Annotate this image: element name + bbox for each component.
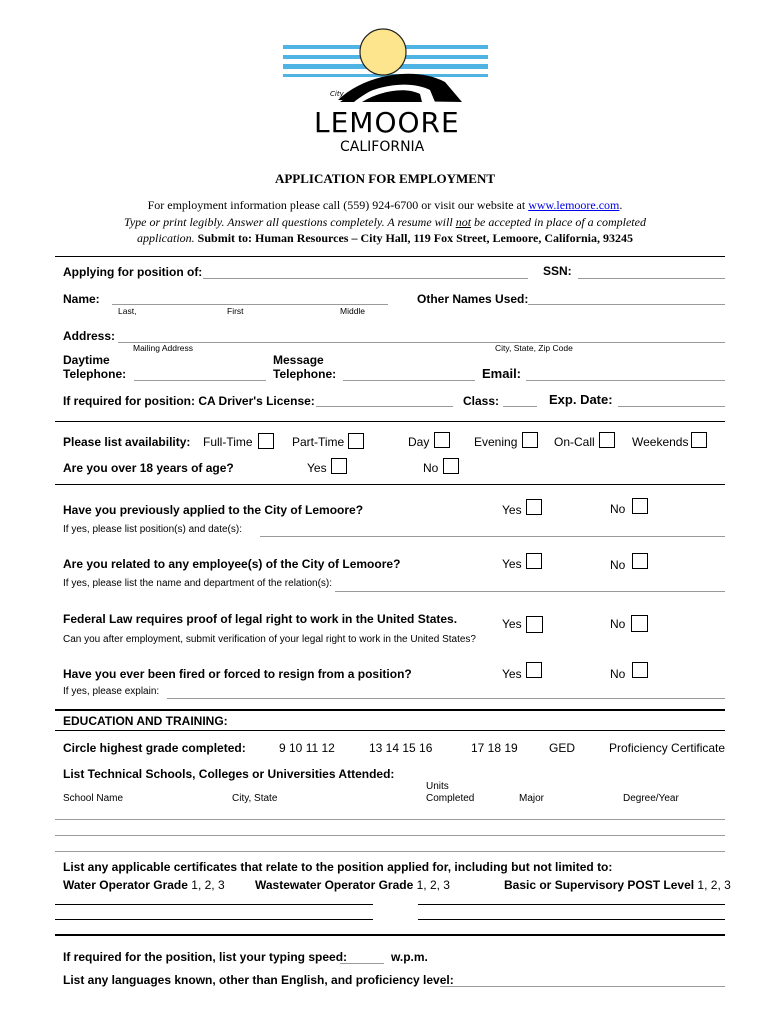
school-row-line[interactable] [55,819,725,820]
position-field[interactable] [203,278,528,279]
fired-sub-label: If yes, please explain: [63,686,160,697]
name-first-caption: First [227,306,244,316]
exp-date-label: Exp. Date: [549,392,613,407]
age-label: Are you over 18 years of age? [63,461,234,475]
legal-sub-label: Can you after employment, submit verification of your legal right to work in the United States? [63,634,476,645]
submit-address: Submit to: Human Resources – City Hall, 119 Fox Street, Lemoore, California, 93245 [197,231,633,245]
age-yes-label: Yes [307,461,327,475]
col-city-state: City, State [232,793,278,804]
availability-label: Please list availability: [63,435,191,449]
legal-question: Federal Law requires proof of legal right to work in the United States. [63,612,458,626]
related-no-label: No [610,558,626,572]
info-not: not [455,215,472,229]
ssn-field[interactable] [578,278,725,279]
col-units-2: Completed [426,793,475,804]
divider [55,484,725,485]
cert-line-right[interactable] [418,919,725,920]
languages-field[interactable] [440,986,725,987]
age-no-label: No [423,461,439,475]
daytime-label-1: Daytime [63,353,110,367]
post-level-label: Basic or Supervisory POST Level [504,878,695,892]
logo-state: CALIFORNIA [340,139,425,155]
info-prefix: For employment information please call (559) 924-6700 or visit our website at [147,198,526,212]
daytime-label-2: Telephone: [63,367,127,381]
wastewater-operator-label: Wastewater Operator Grade [255,878,414,892]
name-last-caption: Last, [118,306,137,316]
fired-yes-checkbox[interactable] [526,662,542,678]
info-line-2a: Type or print legibly. Answer all questions completely. A resume will [124,215,453,229]
day-checkbox[interactable] [434,432,450,448]
part-time-checkbox[interactable] [348,433,364,449]
water-operator [63,878,225,892]
school-row-line[interactable] [55,835,725,836]
certs-label: List any applicable certificates that relate to the position applied for, including but not limited to: [63,860,613,874]
grades-graduate[interactable]: 17 18 19 [471,741,518,755]
email-label: Email: [482,366,522,381]
part-time-label: Part-Time [292,435,345,449]
legal-yes-checkbox[interactable] [526,616,543,633]
message-label-1: Message [273,353,324,367]
message-label-2: Telephone: [273,367,337,381]
name-field[interactable] [112,304,388,305]
grade-label: Circle highest grade completed: [63,741,246,755]
grades-high-school[interactable]: 9 10 11 12 [279,741,335,755]
ged-option[interactable]: GED [549,741,576,755]
cert-line-right[interactable] [418,904,725,905]
info-line-3a: application. [137,231,195,245]
license-field[interactable] [316,406,453,407]
other-names-field[interactable] [528,304,725,305]
col-school-name: School Name [63,793,124,804]
position-label: Applying for position of: [63,265,203,279]
applied-yes-checkbox[interactable] [526,499,542,515]
cert-line-left[interactable] [55,919,373,920]
mailing-caption: Mailing Address [133,343,194,353]
name-label: Name: [63,292,100,306]
weekends-label: Weekends [632,435,689,449]
col-degree-year: Degree/Year [623,793,679,804]
col-units-1: Units [426,781,449,792]
day-label: Day [408,435,430,449]
on-call-checkbox[interactable] [599,432,615,448]
school-row-line[interactable] [55,851,725,852]
wastewater-operator [255,878,450,892]
post-level-grades[interactable]: 1, 2, 3 [697,878,731,892]
license-label: If required for position: CA Driver's License: [63,394,315,408]
full-time-label: Full-Time [203,435,253,449]
legal-no-label: No [610,617,626,631]
evening-checkbox[interactable] [522,432,538,448]
info-line-3 [0,231,770,246]
legal-no-checkbox[interactable] [631,615,648,632]
related-yes-checkbox[interactable] [526,553,542,569]
website-link[interactable]: www.lemoore.com [528,198,620,212]
education-heading: EDUCATION AND TRAINING: [63,714,228,728]
age-yes-checkbox[interactable] [331,458,347,474]
post-level [504,878,731,892]
education-top-rule [55,709,725,711]
on-call-label: On-Call [554,435,595,449]
legal-yes-label: Yes [502,617,522,631]
applied-details-field[interactable] [260,536,725,537]
name-middle-caption: Middle [340,306,366,316]
city-state-zip-caption: City, State, Zip Code [495,343,573,353]
related-question: Are you related to any employee(s) of the City of Lemoore? [63,557,401,571]
exp-date-field[interactable] [618,406,725,407]
fired-no-checkbox[interactable] [632,662,648,678]
divider [55,934,725,936]
class-field[interactable] [503,406,537,407]
logo-name: LEMOORE [314,106,460,139]
related-yes-label: Yes [502,557,522,571]
logo-city-of: City of [330,90,353,98]
info-suffix: . [619,198,623,212]
cert-line-left[interactable] [55,904,373,905]
related-no-checkbox[interactable] [632,553,648,569]
wpm-label: w.p.m. [391,950,428,964]
proficiency-option[interactable]: Proficiency Certificate [609,741,726,755]
divider [55,421,725,422]
fired-no-label: No [610,667,626,681]
logo-graphic [280,22,490,112]
grades-college[interactable]: 13 14 15 16 [369,741,433,755]
class-label: Class: [463,394,500,408]
water-operator-grades[interactable]: 1, 2, 3 [191,878,225,892]
applied-yes-label: Yes [502,503,522,517]
daytime-phone-field[interactable] [134,380,266,381]
education-bottom-rule [55,730,725,731]
schools-label: List Technical Schools, Colleges or Universities Attended: [63,767,395,781]
other-names-label: Other Names Used: [417,292,529,306]
related-sub-label: If yes, please list the name and department of the relation(s): [63,578,333,589]
address-field[interactable] [118,342,725,343]
typing-label: If required for the position, list your typing speed: [63,950,348,964]
info-line-2 [0,215,770,230]
divider [55,256,725,257]
info-line-2b: be accepted in place of a completed [474,215,646,229]
fired-explain-field[interactable] [167,698,725,699]
applied-no-label: No [610,502,626,516]
applied-question: Have you previously applied to the City of Lemoore? [63,503,364,517]
full-time-checkbox[interactable] [258,433,274,449]
applied-sub-label: If yes, please list position(s) and date(s): [63,524,242,535]
address-label: Address: [63,329,116,343]
col-major: Major [519,793,545,804]
languages-label: List any languages known, other than English, and proficiency level: [63,973,454,987]
water-operator-label: Water Operator Grade [63,878,188,892]
wastewater-operator-grades[interactable]: 1, 2, 3 [416,878,450,892]
evening-label: Evening [474,435,518,449]
info-line-1 [0,198,770,213]
weekends-checkbox[interactable] [691,432,707,448]
applied-no-checkbox[interactable] [632,498,648,514]
fired-question: Have you ever been fired or forced to resign from a position? [63,667,412,681]
message-phone-field[interactable] [343,380,475,381]
related-details-field[interactable] [335,591,725,592]
typing-speed-field[interactable] [340,963,384,964]
fired-yes-label: Yes [502,667,522,681]
city-logo [280,22,490,162]
age-no-checkbox[interactable] [443,458,459,474]
ssn-label: SSN: [543,264,572,278]
email-field[interactable] [526,380,725,381]
page-title: APPLICATION FOR EMPLOYMENT [274,171,496,186]
